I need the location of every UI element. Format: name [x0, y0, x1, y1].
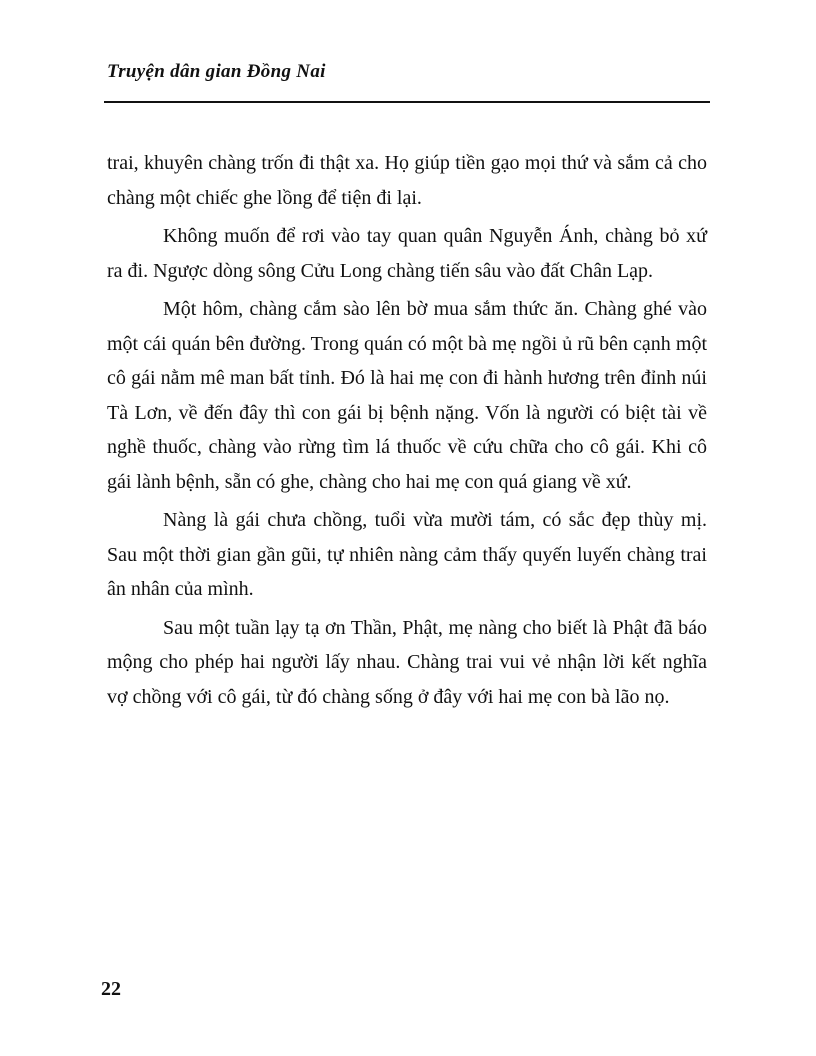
- page-number: 22: [101, 978, 121, 1000]
- paragraph: Nàng là gái chưa chồng, tuổi vừa mười tám, có sắc đẹp thùy mị. Sau một thời gian gần gũi, tự nhiên nàng cảm thấy quyến luyến chàng trai ân nhân của mình.: [107, 509, 707, 600]
- running-header: Truyện dân gian Đồng Nai: [107, 61, 326, 82]
- paragraph: Không muốn để rơi vào tay quan quân Nguyễn Ánh, chàng bỏ xứ ra đi. Ngược dòng sông Cửu Long chàng tiến sâu vào đất Chân Lạp.: [107, 225, 707, 282]
- body-text: [107, 146, 707, 718]
- paragraph: Một hôm, chàng cắm sào lên bờ mua sắm thức ăn. Chàng ghé vào một cái quán bên đường. Trong quán có một bà mẹ ngồi ủ rũ bên cạnh một cô gái nằm mê man bất tỉnh. Đó là hai mẹ con đi hành hương trên đỉnh núi Tà Lơn, về đến đây thì con gái bị bệnh nặng. Vốn là người có biệt tài về nghề thuốc, chàng vào rừng tìm lá thuốc về cứu chữa cho cô gái. Khi cô gái lành bệnh, sẵn có ghe, chàng cho hai mẹ con quá giang về xứ.: [107, 298, 707, 493]
- paragraph: Sau một tuần lạy tạ ơn Thần, Phật, mẹ nàng cho biết là Phật đã báo mộng cho phép hai người lấy nhau. Chàng trai vui vẻ nhận lời kết nghĩa vợ chồng với cô gái, từ đó chàng sống ở đây với hai mẹ con bà lão nọ.: [107, 616, 707, 708]
- paragraph-continuation: trai, khuyên chàng trốn đi thật xa. Họ giúp tiền gạo mọi thứ và sắm cả cho chàng một chiếc ghe lồng để tiện đi lại.: [107, 152, 707, 209]
- header-divider: [104, 101, 710, 103]
